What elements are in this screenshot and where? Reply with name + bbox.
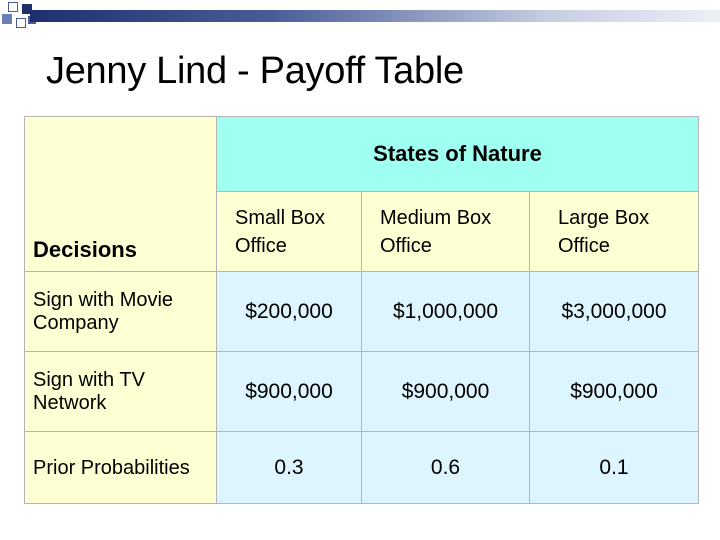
header-bar [30, 10, 720, 22]
state-small-box-office: Small Box Office [217, 192, 362, 272]
decisions-header-cell [25, 117, 217, 272]
probability-value: 0.6 [362, 432, 530, 504]
page-title: Jenny Lind - Payoff Table [46, 50, 464, 92]
payoff-value: $900,000 [530, 352, 699, 432]
decision-label: Sign with TV Network [25, 352, 217, 432]
decor-square [2, 14, 12, 24]
payoff-value: $1,000,000 [362, 272, 530, 352]
payoff-table [24, 116, 699, 504]
decision-label: Prior Probabilities [25, 432, 217, 504]
states-of-nature-header: States of Nature [217, 117, 699, 192]
decor-square [8, 2, 18, 12]
payoff-value: $900,000 [217, 352, 362, 432]
probability-value: 0.1 [530, 432, 699, 504]
table-header-row [25, 117, 699, 192]
table-row [25, 432, 699, 504]
decision-label: Sign with Movie Company [25, 272, 217, 352]
table-row [25, 272, 699, 352]
probability-value: 0.3 [217, 432, 362, 504]
payoff-value: $900,000 [362, 352, 530, 432]
payoff-value: $3,000,000 [530, 272, 699, 352]
state-medium-box-office: Medium Box Office [362, 192, 530, 272]
decor-square [16, 18, 26, 28]
state-large-box-office: Large Box Office [530, 192, 699, 272]
table-row [25, 352, 699, 432]
decisions-header: Decisions [33, 237, 137, 262]
payoff-value: $200,000 [217, 272, 362, 352]
